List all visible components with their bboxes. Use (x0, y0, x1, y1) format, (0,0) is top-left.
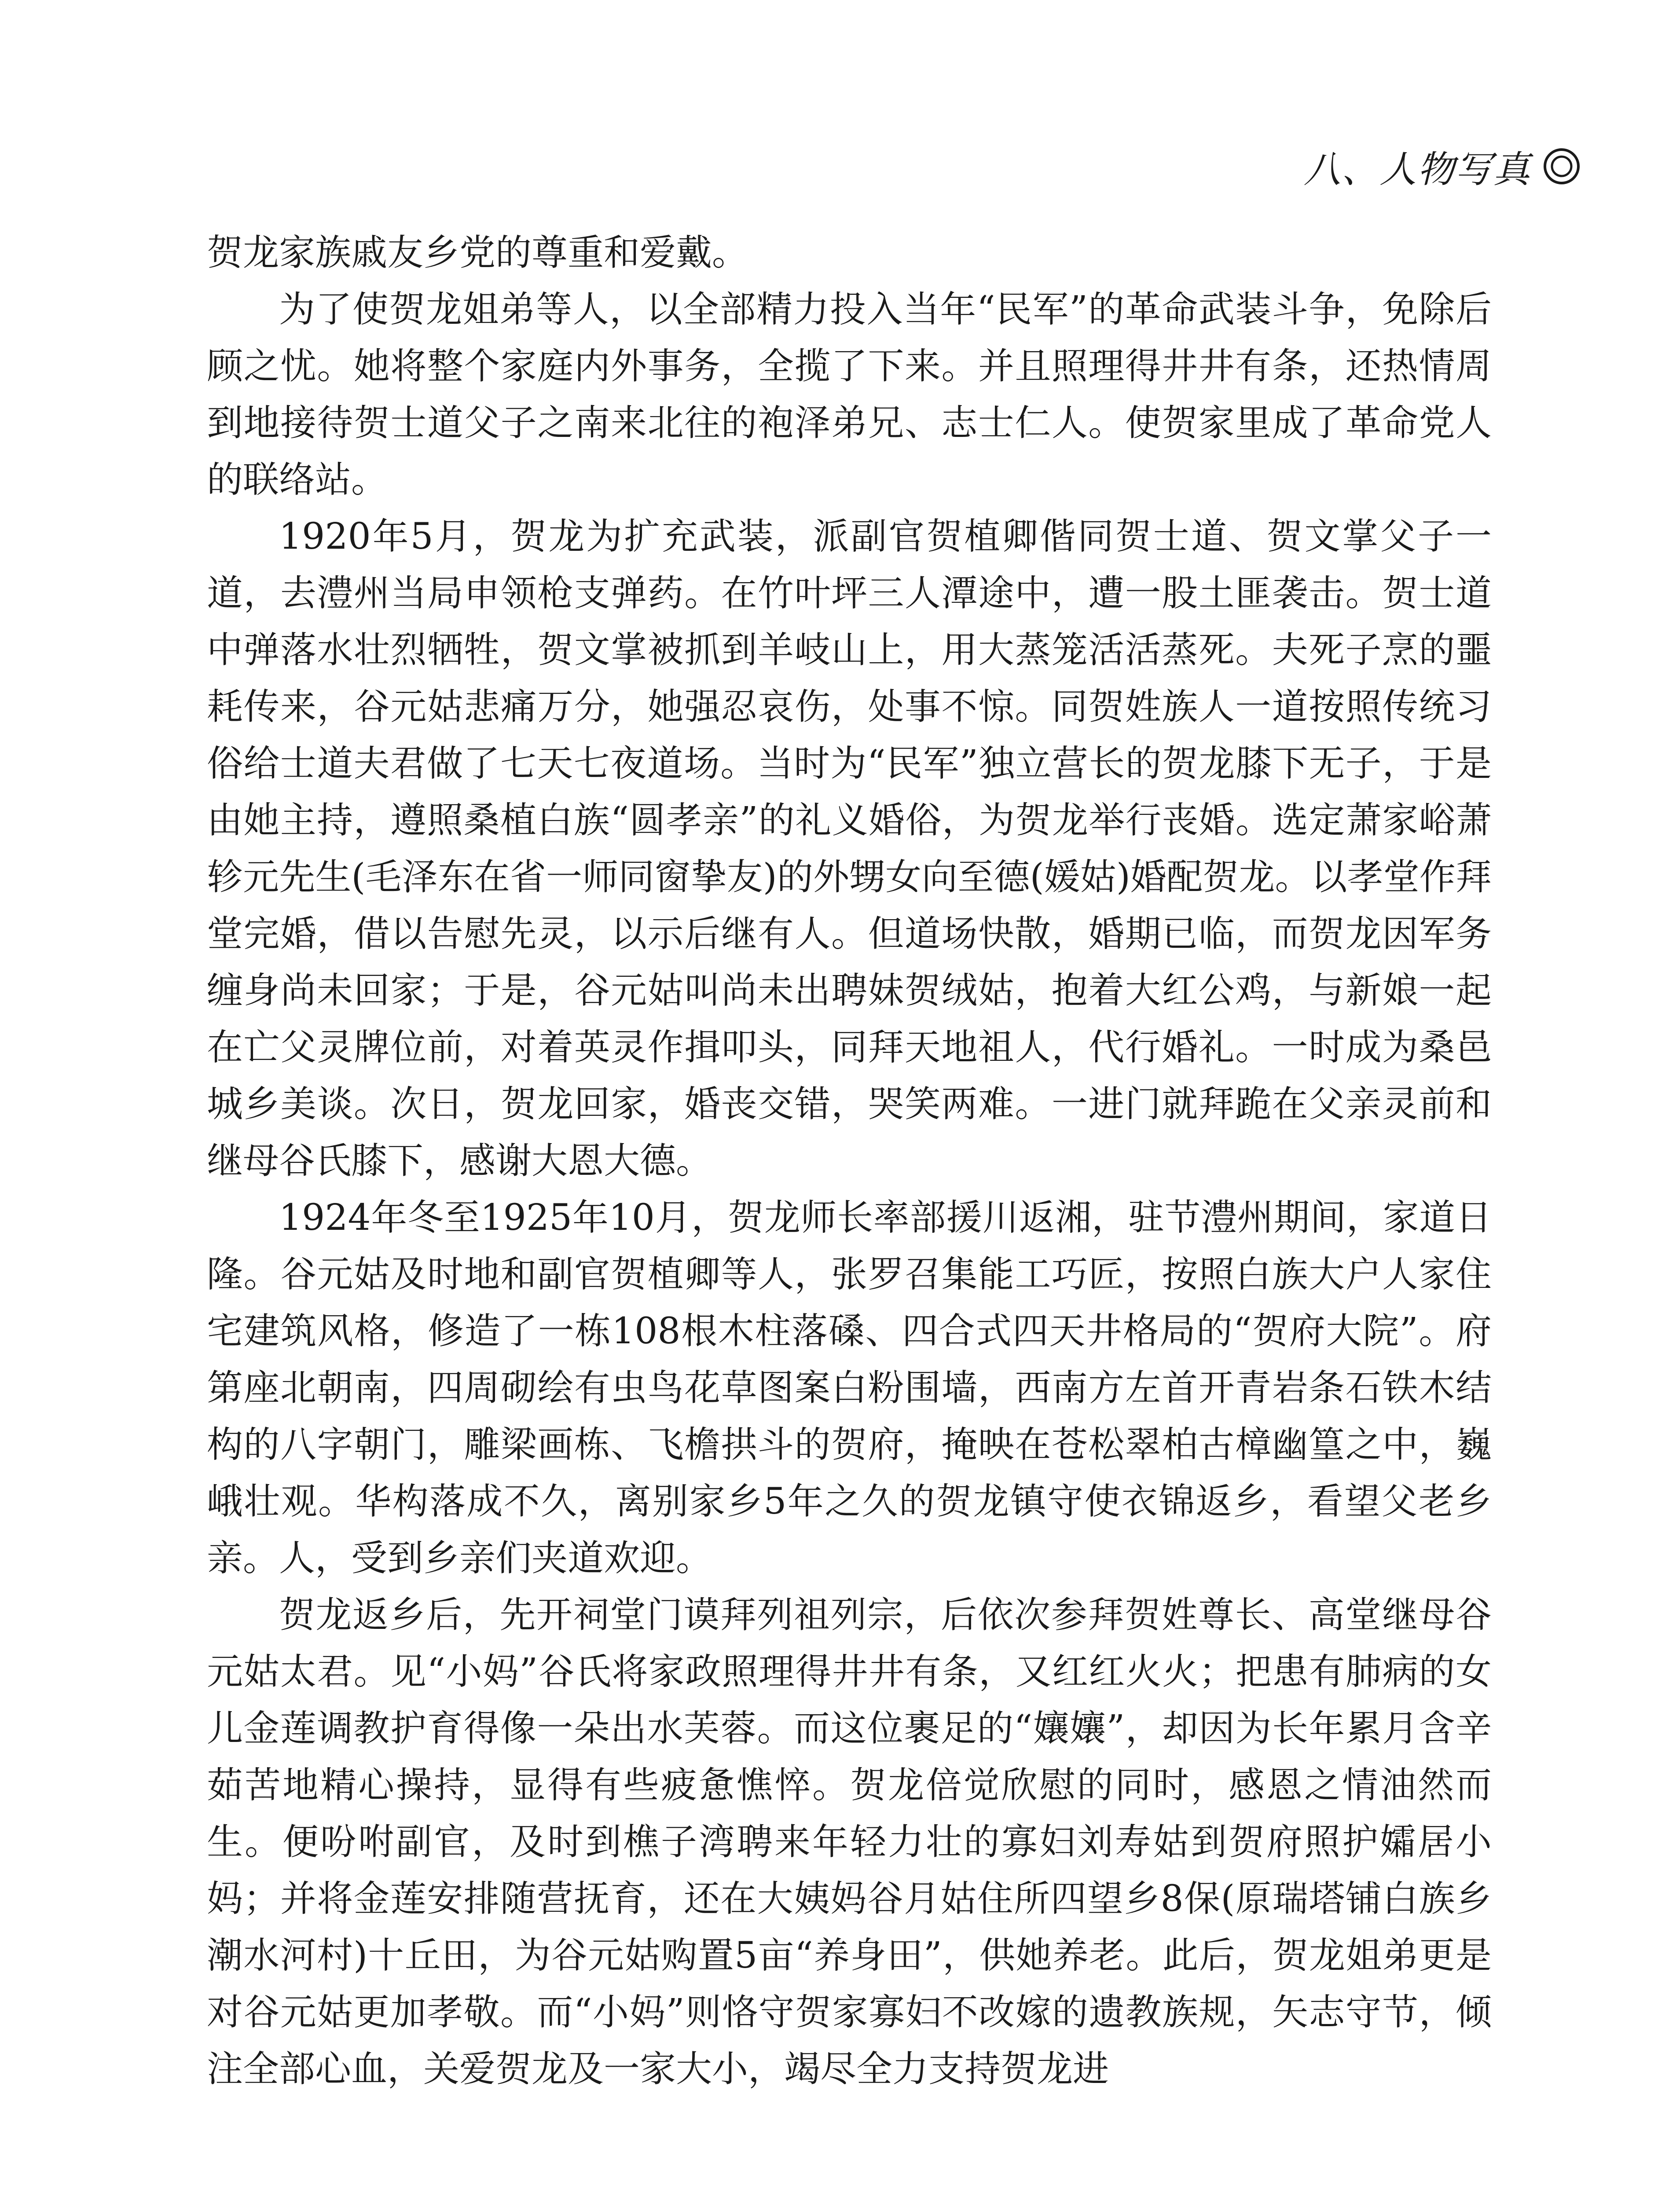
double-circle-icon (1542, 147, 1581, 186)
paragraph: 贺龙返乡后，先开祠堂门谟拜列祖列宗，后依次参拜贺姓尊长、高堂继母谷元姑太君。见“小妈”谷氏将家政照理得井井有条，又红红火火；把患有肺病的女儿金莲调教护育得像一朵出水芙蓉。而这位裹足的“孃孃”，却因为长年累月含辛茹苦地精心操持，显得有些疲惫憔悴。贺龙倍觉欣慰的同时，感恩之情油然而生。便吩咐副官，及时到樵子湾聘来年轻力壮的寡妇刘寿姑到贺府照护孀居小妈；并将金莲安排随营抚育，还在大姨妈谷月姑住所四望乡8保(原瑞塔铺白族乡潮水河村)十丘田，为谷元姑购置5亩“养身田”，供她养老。此后，贺龙姐弟更是对谷元姑更加孝敬。而“小妈”则恪守贺家寡妇不改嫁的遗教族规，矢志守节，倾注全部心血，关爱贺龙及一家大小，竭尽全力支持贺龙进 (207, 1594, 1492, 2090)
body-text (207, 224, 1492, 2097)
paragraph: 为了使贺龙姐弟等人，以全部精力投入当年“民军”的革命武装斗争，免除后顾之忧。她将整个家庭内外事务，全揽了下来。并且照理得井井有条，还热情周到地接待贺士道父子之南来北往的袍泽弟兄、志士仁人。使贺家里成了革命党人的联络站。 (207, 289, 1492, 501)
running-head (1304, 140, 1581, 193)
paragraph-continued: 贺龙家族戚友乡党的尊重和爱戴。 (207, 232, 748, 274)
paragraph: 1924年冬至1925年10月，贺龙师长率部援川返湘，驻节澧州期间，家道日隆。谷元姑及时地和副官贺植卿等人，张罗召集能工巧匠，按照白族大户人家住宅建筑风格，修造了一栋108根木柱落磉、四合式四天井格局的“贺府大院”。府第座北朝南，四周砌绘有虫鸟花草图案白粉围墙，西南方左首开青岩条石铁木结构的八字朝门，雕梁画栋、飞檐拱斗的贺府，掩映在苍松翠柏古樟幽篁之中，巍峨壮观。华构落成不久，离别家乡5年之久的贺龙镇守使衣锦返乡，看望父老乡亲。人，受到乡亲们夹道欢迎。 (207, 1197, 1492, 1579)
paragraph: 1920年5月，贺龙为扩充武装，派副官贺植卿偕同贺士道、贺文掌父子一道，去澧州当局申领枪支弹药。在竹叶坪三人潭途中，遭一股土匪袭击。贺士道中弹落水壮烈牺牲，贺文掌被抓到羊岐山上，用大蒸笼活活蒸死。夫死子烹的噩耗传来，谷元姑悲痛万分，她强忍哀伤，处事不惊。同贺姓族人一道按照传统习俗给士道夫君做了七天七夜道场。当时为“民军”独立营长的贺龙膝下无子，于是由她主持，遵照桑植白族“圆孝亲”的礼义婚俗，为贺龙举行丧婚。选定萧家峪萧轸元先生(毛泽东在省一师同窗挚友)的外甥女向至德(媛姑)婚配贺龙。以孝堂作拜堂完婚，借以告慰先灵，以示后继有人。但道场快散，婚期已临，而贺龙因军务缠身尚未回家；于是，谷元姑叫尚未出聘妹贺绒姑，抱着大红公鸡，与新娘一起在亡父灵牌位前，对着英灵作揖叩头，同拜天地祖人，代行婚礼。一时成为桑邑城乡美谈。次日，贺龙回家，婚丧交错，哭笑两难。一进门就拜跪在父亲灵前和继母谷氏膝下，感谢大恩大德。 (207, 516, 1492, 1182)
section-title: 八、人物写真 (1303, 147, 1531, 191)
